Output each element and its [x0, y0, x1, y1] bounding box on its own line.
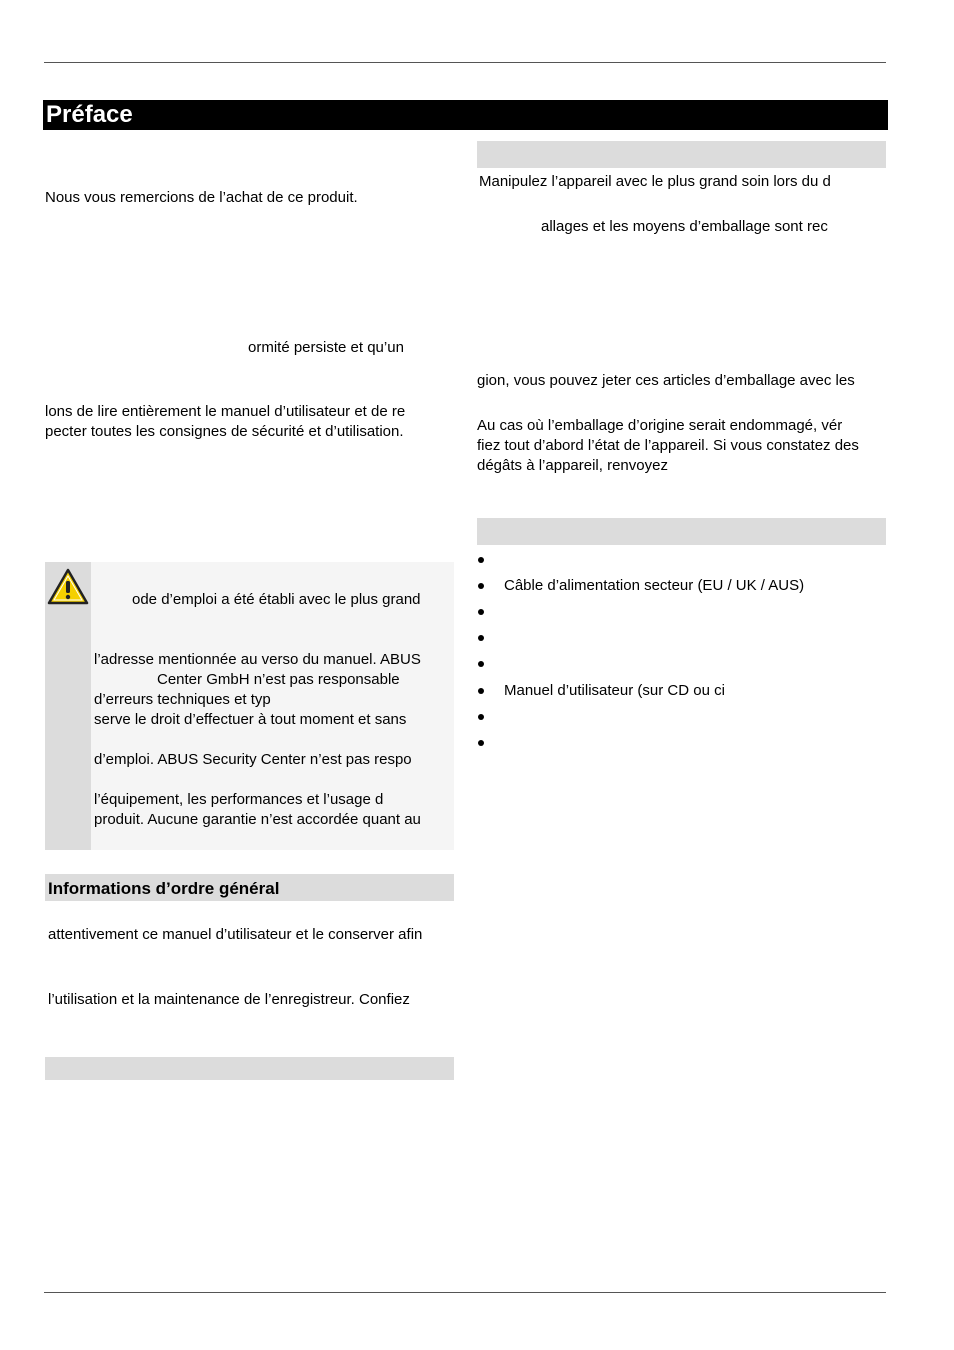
- region-text: gion, vous pouvez jeter ces articles d’emballage avec les: [477, 372, 855, 389]
- note-line-7: l’équipement, les performances et l’usage d: [94, 791, 384, 808]
- contents-band: [477, 518, 886, 545]
- list-bullet: [478, 661, 484, 667]
- read-manual-line-1: lons de lire entièrement le manuel d’utilisateur et de re: [45, 403, 406, 420]
- note-line-4: d’erreurs techniques et typ: [94, 691, 271, 708]
- note-line-1: ode d’emploi a été établi avec le plus grand: [132, 591, 421, 608]
- note-line-2: l’adresse mentionnée au verso du manuel. ABUS: [94, 651, 421, 668]
- damage-line-2: fiez tout d’abord l’état de l’appareil. Si vous constatez des: [477, 437, 859, 454]
- read-manual-line-2: pecter toutes les consignes de sécurité et d’utilisation.: [45, 423, 404, 440]
- general-info-heading: Informations d’ordre général: [48, 879, 280, 898]
- general-line-1: attentivement ce manuel d’utilisateur et le conserver afin: [48, 926, 423, 943]
- list-bullet: [478, 688, 484, 694]
- list-item: Câble d’alimentation secteur (EU / UK / AUS): [504, 577, 805, 594]
- list-item: Manuel d’utilisateur (sur CD ou ci: [504, 682, 725, 699]
- note-line-8: produit. Aucune garantie n’est accordée quant au: [94, 811, 421, 828]
- list-bullet: [478, 583, 484, 589]
- list-bullet: [478, 557, 484, 563]
- header-rule: [44, 62, 886, 63]
- note-line-6: d’emploi. ABUS Security Center n’est pas respo: [94, 751, 412, 768]
- note-line-3: Center GmbH n’est pas responsable: [157, 671, 400, 688]
- packaging-text: allages et les moyens d’emballage sont rec: [541, 218, 828, 235]
- left-section-band-empty: [45, 1057, 454, 1080]
- page-title-bar: [43, 100, 888, 130]
- footer-rule: [44, 1292, 886, 1293]
- warning-triangle-icon: [46, 567, 90, 607]
- conformity-fragment: ormité persiste et qu’un: [248, 339, 404, 356]
- list-bullet: [478, 609, 484, 615]
- damage-line-3: dégâts à l’appareil, renvoyez: [477, 457, 668, 474]
- intro-text: Nous vous remercions de l’achat de ce produit.: [45, 189, 358, 206]
- note-line-5: serve le droit d’effectuer à tout moment et sans: [94, 711, 407, 728]
- handling-text: Manipulez l’appareil avec le plus grand soin lors du d: [479, 173, 831, 190]
- general-line-2: l’utilisation et la maintenance de l’enregistreur. Confiez: [48, 991, 410, 1008]
- damage-line-1: Au cas où l’emballage d’origine serait endommagé, vér: [477, 417, 843, 434]
- unpacking-band: [477, 141, 886, 168]
- list-bullet: [478, 714, 484, 720]
- list-bullet: [478, 740, 484, 746]
- page-title: Préface: [46, 101, 133, 128]
- list-bullet: [478, 635, 484, 641]
